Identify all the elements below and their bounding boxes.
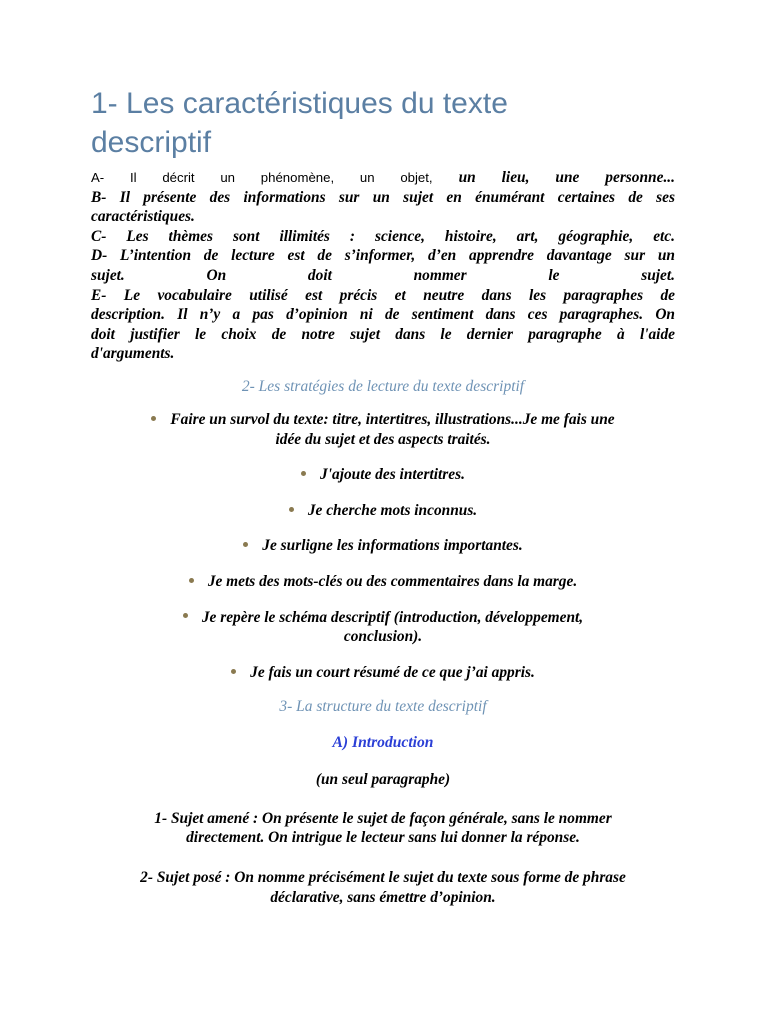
list-item-text: J'ajoute des intertitres. bbox=[320, 466, 465, 484]
title-line-2: descriptif bbox=[91, 126, 212, 159]
sujet-pose-line-2: déclarative, sans émettre d’opinion. bbox=[270, 888, 496, 906]
section-e-line-4: d'arguments. bbox=[91, 345, 175, 363]
list-item-text: Je mets des mots-clés ou des commentaires dans la marge. bbox=[207, 572, 578, 590]
list-item bbox=[91, 572, 675, 592]
section-a-part1: A- Il décrit un phénomène, un objet, bbox=[91, 170, 433, 185]
bullet-icon bbox=[243, 542, 248, 547]
list-item-text: Je surligne les informations importantes. bbox=[262, 537, 523, 555]
section-e-line-1: E- Le vocabulaire utilisé est précis et neutre dans les paragraphes de bbox=[91, 286, 675, 304]
section-d-line-2: sujet. On doit nommer le sujet. bbox=[91, 266, 675, 284]
strategies-list bbox=[91, 410, 675, 682]
bullet-icon bbox=[231, 669, 236, 674]
list-item bbox=[91, 608, 675, 647]
sujet-amene bbox=[91, 809, 675, 848]
characteristics-paragraph bbox=[91, 168, 675, 364]
list-item bbox=[91, 536, 675, 556]
list-item bbox=[91, 663, 675, 683]
bullet-icon bbox=[183, 613, 188, 618]
section-c: C- Les thèmes sont illimités : science, histoire, art, géographie, etc. bbox=[91, 227, 675, 245]
page-title bbox=[91, 84, 675, 162]
section-heading-structure: 3- La structure du texte descriptif bbox=[279, 698, 487, 716]
bullet-icon bbox=[301, 471, 306, 476]
sujet-pose bbox=[91, 868, 675, 907]
sujet-pose-line-1: 2- Sujet posé : On nomme précisément le sujet du texte sous forme de phrase bbox=[140, 869, 626, 887]
section-a-part2: un lieu, une personne... bbox=[458, 169, 675, 186]
title-line-1: 1- Les caractéristiques du texte bbox=[91, 87, 508, 120]
section-a bbox=[91, 168, 675, 188]
list-item-text: Je cherche mots inconnus. bbox=[307, 501, 478, 519]
introduction-subtitle: (un seul paragraphe) bbox=[315, 771, 451, 789]
section-e-line-2: description. Il n’y a pas d’opinion ni de sentiment dans ces paragraphes. On bbox=[91, 306, 675, 324]
bullet-icon bbox=[151, 416, 156, 421]
list-item-text: Je fais un court résumé de ce que j’ai appris. bbox=[250, 663, 535, 681]
section-d-line-1: D- L’intention de lecture est de s’informer, d’en apprendre davantage sur un bbox=[91, 247, 675, 265]
bullet-icon bbox=[289, 507, 294, 512]
sujet-amene-line-1: 1- Sujet amené : On présente le sujet de façon générale, sans le nommer bbox=[154, 809, 612, 827]
bullet-icon bbox=[189, 578, 194, 583]
list-item bbox=[91, 501, 675, 521]
section-b-line-1: B- Il présente des informations sur un sujet en énumérant certaines de ses bbox=[91, 188, 675, 206]
list-item-text: Je repère le schéma descriptif (introduction, développement, bbox=[201, 608, 584, 626]
section-e-line-3: doit justifier le choix de notre sujet dans le dernier paragraphe à l'aide bbox=[91, 325, 675, 343]
introduction-heading: A) Introduction bbox=[332, 734, 434, 752]
document-page bbox=[91, 84, 675, 907]
list-item-text-cont: conclusion). bbox=[343, 628, 423, 646]
section-b-line-2: caractéristiques. bbox=[91, 208, 195, 226]
list-item-text-cont: idée du sujet et des aspects traités. bbox=[275, 430, 491, 448]
sujet-amene-line-2: directement. On intrigue le lecteur sans lui donner la réponse. bbox=[186, 829, 580, 847]
list-item-text: Faire un survol du texte: titre, intertitres, illustrations...Je me fais une bbox=[170, 410, 615, 428]
section-heading-strategies: 2- Les stratégies de lecture du texte descriptif bbox=[241, 377, 525, 395]
list-item bbox=[91, 465, 675, 485]
list-item bbox=[91, 410, 675, 449]
